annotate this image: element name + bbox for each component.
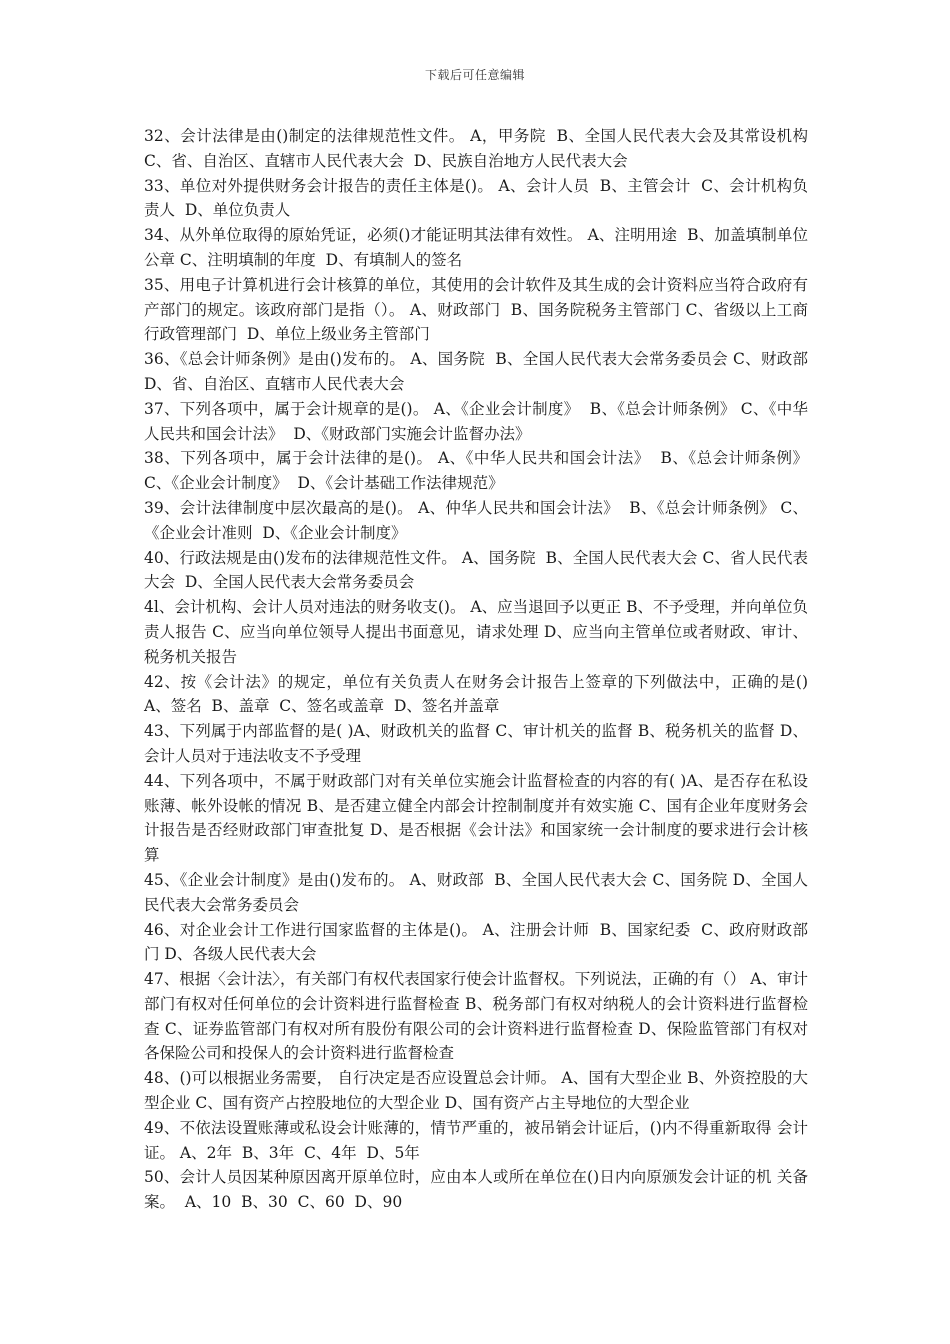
question-45: 45、《企业会计制度》是由()发布的。 A、财政部 B、全国人民代表大会 C、国务院 D、全国人民代表大会常务委员会: [144, 870, 808, 914]
question-35: 35、用电子计算机进行会计核算的单位，其使用的会计软件及其生成的会计资料应当符合政府有产部门的规定。该政府部门是指（）。 A、财政部门 B、国务院税务主管部门 C、省级以上工商行政管理部门 D、单位上级业务主管部门: [144, 275, 808, 344]
question-34: 34、从外单位取得的原始凭证，必须()才能证明其法律有效性。 A、注明用途 B、加盖填制单位公章 C、注明填制的年度 D、有填制人的签名: [144, 226, 808, 269]
question-43: 43、下列属于内部监督的是( )A、财政机关的监督 C、审计机关的监督 B、税务机关的监督 D、会计人员对于违法收支不予受理: [144, 722, 808, 765]
question-50: 50、会计人员因某种原因离开原单位时，应由本人或所在单位在()日内向原颁发会计证的机 关备案。 A、10 B、30 C、60 D、90: [144, 1168, 808, 1212]
question-33: 33、单位对外提供财务会计报告的责任主体是()。 A、会计人员 B、主管会计 C、会计机构负责人 D、单位负责人: [144, 176, 808, 220]
question-42: 42、按《会计法》的规定，单位有关负责人在财务会计报告上签章的下列做法中，正确的是() A、签名 B、盖章 C、签名或盖章 D、签名并盖章: [144, 672, 813, 716]
question-47: 47、根据〈会计法〉，有关部门有权代表国家行使会计监督权。下列说法，正确的有（） A、审计部门有权对任何单位的会计资料进行监督检查 B、税务部门有权对纳税人的会计资料进行监督检查 C、证券监管部门有权对所有股份有限公司的会计资料进行监督检查 D、保险监管部门有权对各保险公司和投保人的会计资料进行监督检查: [144, 970, 808, 1063]
question-40: 40、行政法规是由()发布的法律规范性文件。 A、国务院 B、全国人民代表大会 C、省人民代表大会 D、全国人民代表大会常务委员会: [144, 548, 808, 592]
question-49: 49、不依法设置账薄或私设会计账薄的，情节严重的，被吊销会计证后，()内不得重新取得 会计证。 A、2年 B、3年 C、4年 D、5年: [144, 1118, 808, 1162]
question-37: 37、下列各项中，属于会计规章的是()。 A、《企业会计制度》 B、《总会计师条例》 C、《中华人民共和国会计法》 D、《财政部门实施会计监督办法》: [144, 399, 808, 443]
page-header-note: 下载后可任意编辑: [424, 68, 525, 82]
question-46: 46、对企业会计工作进行国家监督的主体是()。 A、注册会计师 B、国家纪委 C、政府财政部门 D、各级人民代表大会: [144, 920, 808, 964]
question-list: [144, 124, 818, 1215]
question-41: 4l、会计机构、会计人员对违法的财务收支()。 A、应当退回予以更正 B、不予受理，并向单位负责人报告 C、应当向单位领导人提出书面意见，请求处理 D、应当向主管单位或者财政、审计、税务机关报告: [144, 598, 808, 666]
question-38: 38、下列各项中，属于会计法律的是()。 A、《中华人民共和国会计法》 B、《总会计师条例》 C、《企业会计制度》 D、《会计基础工作法律规范》: [144, 449, 813, 493]
question-48: 48、()可以根据业务需要， 自行决定是否应设置总会计师。 A、国有大型企业 B、外资控股的大型企业 C、国有资产占控股地位的大型企业 D、国有资产占主导地位的大型企业: [144, 1069, 808, 1113]
question-39: 39、会计法律制度中层次最高的是()。 A、仲华人民共和国会计法》 B、《总会计师条例》 C、《企业会计准则 D、《企业会计制度》: [144, 498, 808, 542]
question-36: 36、《总会计师条例》是由()发布的。 A、国务院 B、全国人民代表大会常务委员会 C、财政部 D、省、自治区、直辖市人民代表大会: [144, 350, 818, 393]
question-32: 32、会计法律是由()制定的法律规范性文件。 A，甲务院 B、全国人民代表大会及其常设机构 C、省、自治区、直辖市人民代表大会 D、民族自治地方人民代表大会: [144, 127, 813, 170]
question-44: 44、下列各项中，不属于财政部门对有关单位实施会计监督检查的内容的有( )A、是否存在私设账薄、帐外设帐的情况 B、是否建立健全内部会计控制制度并有效实施 C、国有企业年度财务会计报告是否经财政部门审查批复 D、是否根据《会计法》和国家统一会计制度的要求进行会计核算: [144, 771, 808, 865]
